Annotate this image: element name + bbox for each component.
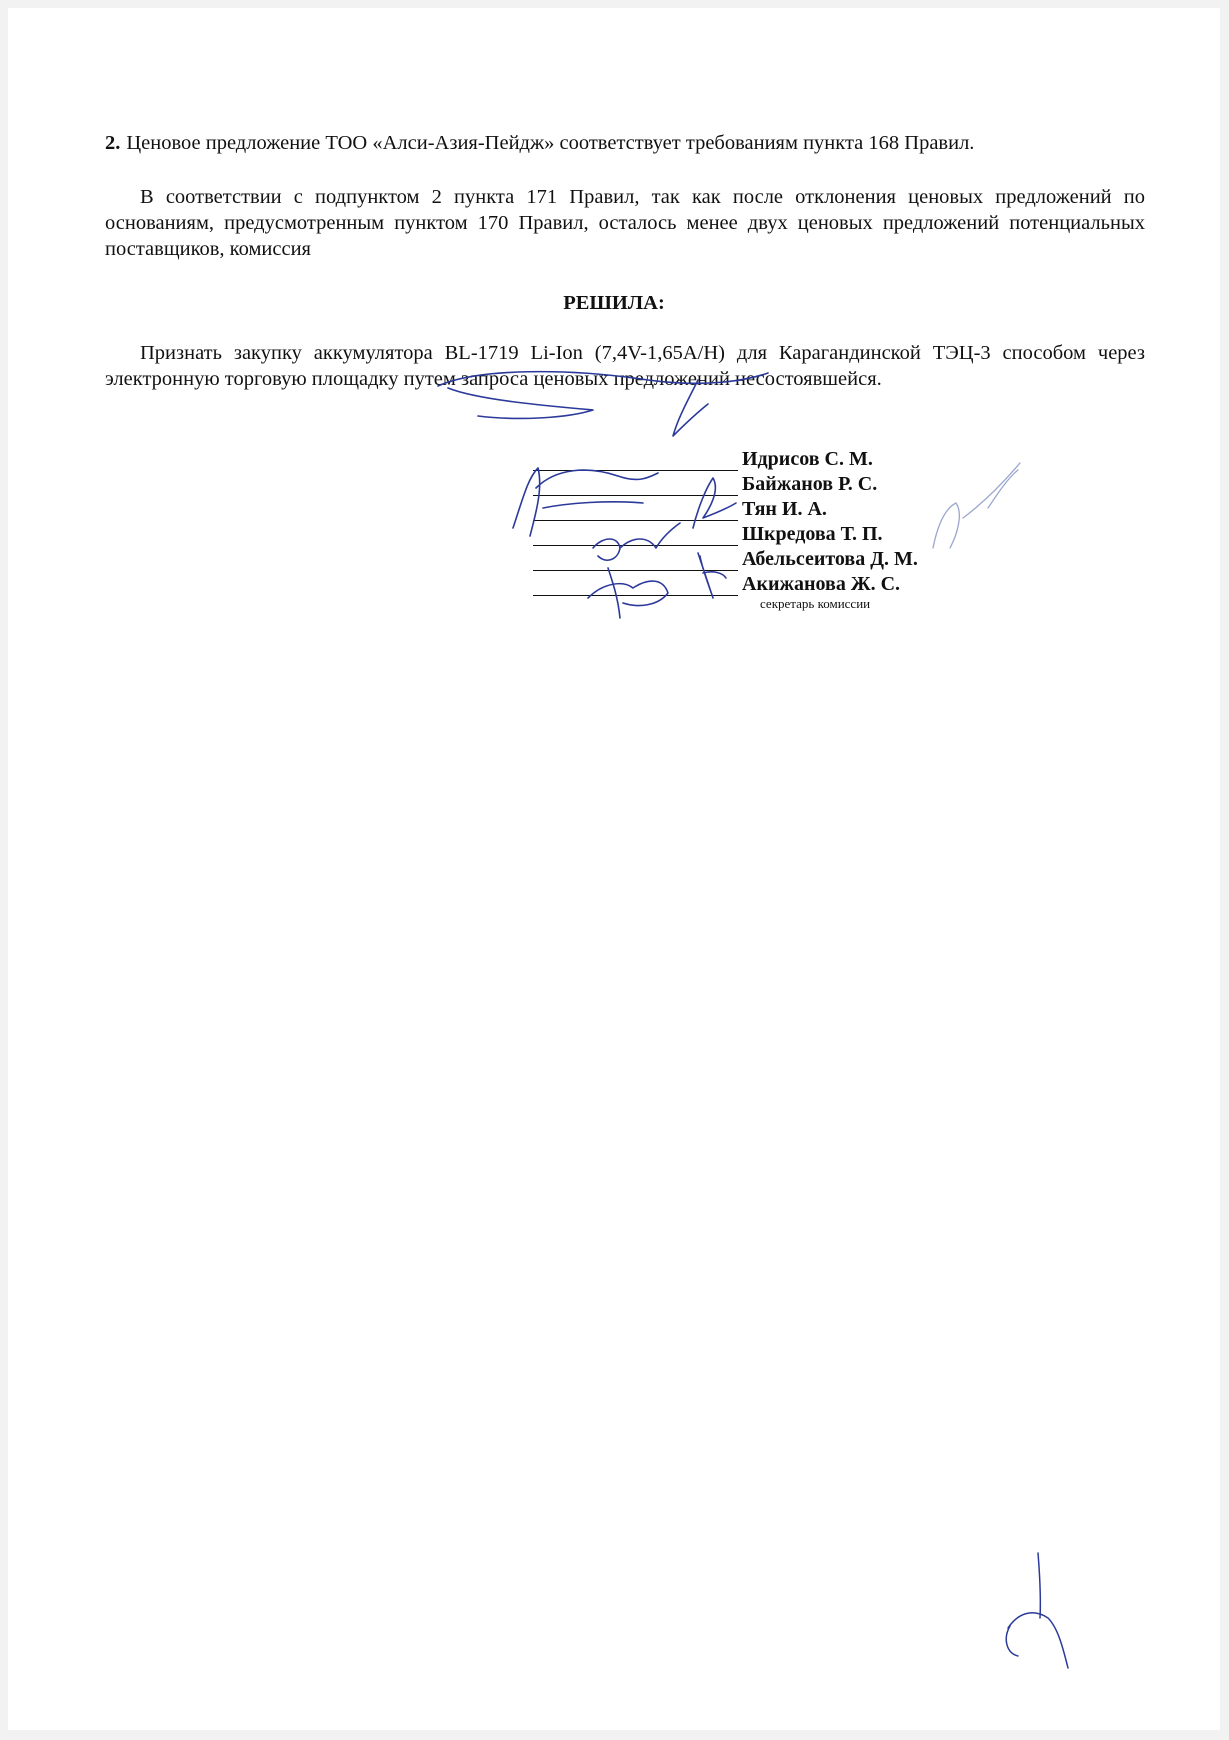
- signature-idrisov: [513, 468, 658, 536]
- decision-heading: РЕШИЛА:: [563, 292, 665, 314]
- signature-faint: [933, 463, 1020, 548]
- signature-akizhanova: [588, 568, 668, 618]
- page-initial: [1006, 1553, 1068, 1668]
- signature-shkredova: [698, 553, 726, 598]
- signatory-name: Идрисов С. М.: [742, 448, 873, 470]
- paragraph-rules-reference: В соответствии с подпунктом 2 пункта 171 Правил, так как после отклонения ценовых предложений по основаниям, предусмотренным пунктом 170 Правил, осталось менее двух ценовых предложений потенциальных поставщиков, комиссия: [105, 186, 1145, 260]
- signatory-name: Абельсеитова Д. М.: [742, 548, 918, 570]
- document-page: [8, 8, 1220, 1730]
- paragraph-text: Ценовое предложение ТОО «Алси-Азия-Пейдж» соответствует требованиям пункта 168 Правил.: [126, 132, 975, 154]
- signature-line: [533, 545, 738, 546]
- signature-line: [533, 520, 738, 521]
- signatory-name: Тян И. А.: [742, 498, 827, 520]
- paragraph-decision: Признать закупку аккумулятора BL-1719 Li-Ion (7,4V-1,65A/H) для Карагандинской ТЭЦ-3 способом через электронную торговую площадку путем запроса ценовых предложений несостоявшейся.: [105, 342, 1145, 390]
- paragraph-price-offer: [105, 130, 1145, 156]
- signature-line: [533, 595, 738, 596]
- signature-tyan: [593, 523, 680, 560]
- signatory-name: Акижанова Ж. С.: [742, 573, 901, 595]
- signatory-name: Байжанов Р. С.: [742, 473, 878, 495]
- secretary-role: секретарь комиссии: [760, 596, 871, 611]
- signatory-name: Шкредова Т. П.: [742, 523, 883, 545]
- handwritten-signatures: [8, 8, 1220, 1730]
- signature-line: [533, 495, 738, 496]
- signature-line: [533, 570, 738, 571]
- paragraph-number: 2.: [105, 132, 121, 154]
- signature-line: [533, 470, 738, 471]
